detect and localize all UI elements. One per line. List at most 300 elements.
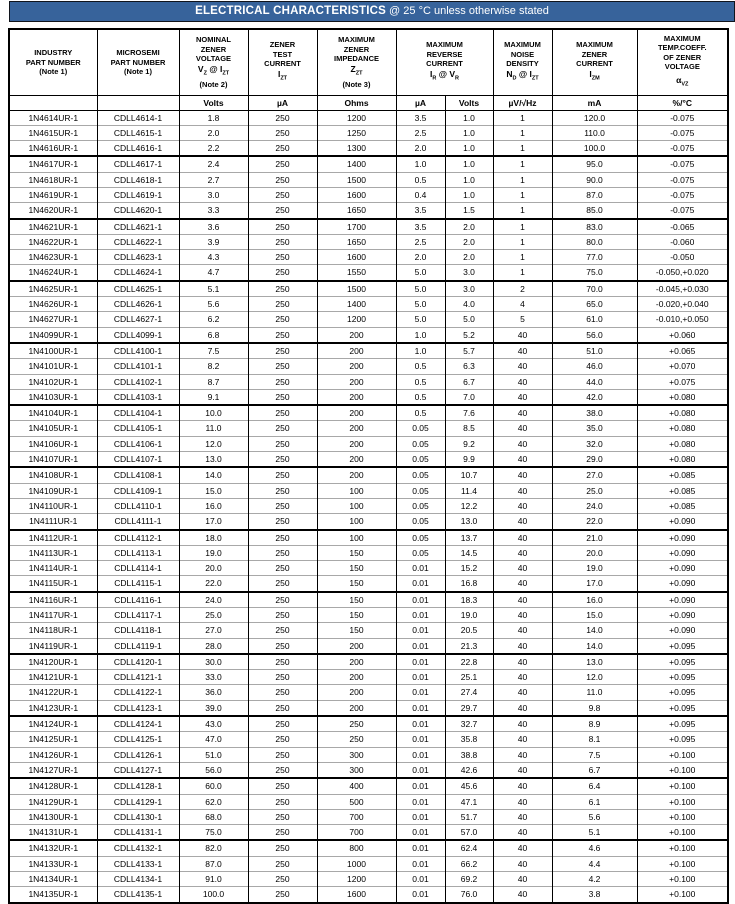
- cell: 14.5: [445, 545, 493, 560]
- cell: 200: [317, 343, 396, 359]
- cell: 7.0: [445, 389, 493, 405]
- cell: 77.0: [552, 250, 637, 265]
- table-header: [9, 29, 728, 110]
- cell: 22.0: [179, 576, 248, 592]
- table-row: [9, 343, 728, 359]
- cell: 250: [248, 809, 317, 824]
- cell: 36.0: [179, 685, 248, 700]
- cell: -0.075: [637, 110, 728, 125]
- cell: +0.090: [637, 608, 728, 623]
- cell: CDLL4112-1: [97, 530, 179, 546]
- cell: 3.5: [396, 203, 445, 219]
- cell: 1N4616UR-1: [9, 141, 97, 157]
- cell: CDLL4123-1: [97, 700, 179, 716]
- unit-cell: µA: [248, 95, 317, 110]
- cell: CDLL4619-1: [97, 187, 179, 202]
- cell: 200: [317, 685, 396, 700]
- cell: CDLL4109-1: [97, 483, 179, 498]
- cell: +0.080: [637, 452, 728, 468]
- cell: CDLL4101-1: [97, 359, 179, 374]
- cell: 0.05: [396, 436, 445, 451]
- cell: 6.1: [552, 794, 637, 809]
- cell: 1N4624UR-1: [9, 265, 97, 281]
- cell: -0.060: [637, 234, 728, 249]
- cell: +0.080: [637, 421, 728, 436]
- table-row: [9, 561, 728, 576]
- cell: 250: [248, 250, 317, 265]
- cell: 700: [317, 809, 396, 824]
- cell: 47.1: [445, 794, 493, 809]
- cell: 19.0: [179, 545, 248, 560]
- cell: 0.01: [396, 592, 445, 608]
- cell: 0.01: [396, 623, 445, 638]
- cell: -0.075: [637, 125, 728, 140]
- cell: 0.01: [396, 872, 445, 887]
- cell: -0.065: [637, 219, 728, 235]
- cell: 2.7: [179, 172, 248, 187]
- cell: +0.095: [637, 732, 728, 747]
- cell: 38.8: [445, 747, 493, 762]
- cell: CDLL4108-1: [97, 467, 179, 483]
- cell: 1N4621UR-1: [9, 219, 97, 235]
- cell: +0.095: [637, 670, 728, 685]
- cell: 40: [493, 670, 552, 685]
- cell: 40: [493, 514, 552, 530]
- cell: 250: [248, 110, 317, 125]
- cell: 8.9: [552, 716, 637, 732]
- cell: 40: [493, 436, 552, 451]
- cell: -0.010,+0.050: [637, 312, 728, 327]
- cell: 250: [248, 374, 317, 389]
- cell: 32.0: [552, 436, 637, 451]
- cell: 11.4: [445, 483, 493, 498]
- cell: 200: [317, 467, 396, 483]
- cell: 100.0: [552, 141, 637, 157]
- cell: 3.5: [396, 219, 445, 235]
- cell: 6.7: [445, 374, 493, 389]
- cell: 200: [317, 389, 396, 405]
- cell: +0.065: [637, 343, 728, 359]
- cell: 200: [317, 421, 396, 436]
- cell: -0.075: [637, 141, 728, 157]
- cell: CDLL4117-1: [97, 608, 179, 623]
- cell: 3.6: [179, 219, 248, 235]
- table-row: [9, 700, 728, 716]
- cell: 3.3: [179, 203, 248, 219]
- cell: -0.050,+0.020: [637, 265, 728, 281]
- cell: 400: [317, 778, 396, 794]
- cell: 40: [493, 608, 552, 623]
- cell: 75.0: [179, 825, 248, 841]
- cell: 21.0: [552, 530, 637, 546]
- cell: 1.0: [445, 187, 493, 202]
- cell: 40: [493, 389, 552, 405]
- unit-cell: Volts: [445, 95, 493, 110]
- table-row: [9, 623, 728, 638]
- cell: 250: [248, 856, 317, 871]
- cell: +0.100: [637, 840, 728, 856]
- table-row: [9, 685, 728, 700]
- table-row: [9, 234, 728, 249]
- unit-cell: µA: [396, 95, 445, 110]
- cell: 22.8: [445, 654, 493, 670]
- cell: 40: [493, 856, 552, 871]
- cell: 1N4121UR-1: [9, 670, 97, 685]
- cell: 1300: [317, 141, 396, 157]
- cell: CDLL4102-1: [97, 374, 179, 389]
- cell: 35.0: [552, 421, 637, 436]
- cell: 51.0: [552, 343, 637, 359]
- cell: +0.100: [637, 887, 728, 903]
- cell: 250: [248, 514, 317, 530]
- cell: +0.085: [637, 498, 728, 513]
- cell: 1N4620UR-1: [9, 203, 97, 219]
- cell: 40: [493, 716, 552, 732]
- table-body: [9, 110, 728, 903]
- cell: 250: [248, 498, 317, 513]
- cell: 250: [248, 327, 317, 343]
- cell: +0.090: [637, 576, 728, 592]
- cell: 0.01: [396, 608, 445, 623]
- cell: 1200: [317, 110, 396, 125]
- cell: 3.8: [552, 887, 637, 903]
- cell: 0.01: [396, 794, 445, 809]
- cell: 69.2: [445, 872, 493, 887]
- cell: 1650: [317, 234, 396, 249]
- cell: 150: [317, 623, 396, 638]
- cell: 25.1: [445, 670, 493, 685]
- cell: CDLL4616-1: [97, 141, 179, 157]
- cell: +0.090: [637, 514, 728, 530]
- cell: -0.075: [637, 156, 728, 172]
- cell: 46.0: [552, 359, 637, 374]
- cell: 16.0: [179, 498, 248, 513]
- cell: 62.4: [445, 840, 493, 856]
- cell: 2.0: [445, 234, 493, 249]
- cell: 1: [493, 234, 552, 249]
- section-title: ELECTRICAL CHARACTERISTICS: [195, 5, 386, 17]
- cell: 35.8: [445, 732, 493, 747]
- cell: 5.6: [179, 297, 248, 312]
- cell: 1650: [317, 203, 396, 219]
- cell: 43.0: [179, 716, 248, 732]
- cell: +0.085: [637, 483, 728, 498]
- cell: 42.0: [552, 389, 637, 405]
- cell: 28.0: [179, 638, 248, 654]
- column-header: INDUSTRY PART NUMBER (Note 1): [9, 29, 97, 95]
- cell: 1: [493, 219, 552, 235]
- cell: 1: [493, 125, 552, 140]
- cell: 4.6: [552, 840, 637, 856]
- cell: +0.095: [637, 654, 728, 670]
- table-row: [9, 732, 728, 747]
- cell: 0.5: [396, 359, 445, 374]
- cell: 11.0: [179, 421, 248, 436]
- cell: 250: [248, 887, 317, 903]
- cell: 1N4617UR-1: [9, 156, 97, 172]
- cell: 1N4132UR-1: [9, 840, 97, 856]
- cell: CDLL4116-1: [97, 592, 179, 608]
- table-row: [9, 389, 728, 405]
- cell: CDLL4118-1: [97, 623, 179, 638]
- cell: 250: [248, 794, 317, 809]
- cell: 250: [248, 172, 317, 187]
- cell: 250: [248, 530, 317, 546]
- cell: 200: [317, 700, 396, 716]
- section-title-condition: @ 25 °C unless otherwise stated: [386, 5, 549, 17]
- cell: 1: [493, 250, 552, 265]
- cell: 0.05: [396, 514, 445, 530]
- cell: -0.045,+0.030: [637, 281, 728, 297]
- cell: 57.0: [445, 825, 493, 841]
- cell: 2.0: [179, 125, 248, 140]
- cell: CDLL4133-1: [97, 856, 179, 871]
- cell: 250: [248, 778, 317, 794]
- cell: 7.6: [445, 405, 493, 421]
- cell: 250: [248, 141, 317, 157]
- cell: 40: [493, 887, 552, 903]
- cell: CDLL4127-1: [97, 762, 179, 778]
- cell: 1600: [317, 887, 396, 903]
- cell: 300: [317, 747, 396, 762]
- cell: 0.01: [396, 809, 445, 824]
- cell: CDLL4099-1: [97, 327, 179, 343]
- cell: 250: [248, 762, 317, 778]
- table-row: [9, 359, 728, 374]
- cell: 100: [317, 530, 396, 546]
- cell: 1N4614UR-1: [9, 110, 97, 125]
- cell: 1N4123UR-1: [9, 700, 97, 716]
- table-row: [9, 156, 728, 172]
- cell: +0.090: [637, 545, 728, 560]
- cell: 5.0: [396, 265, 445, 281]
- cell: 40: [493, 467, 552, 483]
- cell: 250: [248, 436, 317, 451]
- cell: 6.3: [445, 359, 493, 374]
- cell: 1.0: [445, 125, 493, 140]
- cell: 20.0: [552, 545, 637, 560]
- cell: 1400: [317, 156, 396, 172]
- cell: 1N4116UR-1: [9, 592, 97, 608]
- cell: 15.0: [552, 608, 637, 623]
- cell: 7.5: [179, 343, 248, 359]
- cell: 250: [248, 343, 317, 359]
- cell: 1N4119UR-1: [9, 638, 97, 654]
- cell: CDLL4134-1: [97, 872, 179, 887]
- cell: 1: [493, 265, 552, 281]
- cell: +0.070: [637, 359, 728, 374]
- cell: 75.0: [552, 265, 637, 281]
- column-header: MAXIMUM NOISE DENSITY $N_D$ @ $I_{ZT}$: [493, 29, 552, 95]
- cell: 10.7: [445, 467, 493, 483]
- cell: 1: [493, 172, 552, 187]
- cell: 1N4117UR-1: [9, 608, 97, 623]
- cell: +0.095: [637, 638, 728, 654]
- cell: 1.0: [445, 172, 493, 187]
- header-row: [9, 29, 728, 95]
- cell: 250: [248, 654, 317, 670]
- cell: 1.0: [445, 156, 493, 172]
- cell: 1N4099UR-1: [9, 327, 97, 343]
- cell: CDLL4624-1: [97, 265, 179, 281]
- cell: 40: [493, 700, 552, 716]
- cell: 0.01: [396, 561, 445, 576]
- cell: CDLL4121-1: [97, 670, 179, 685]
- cell: 8.5: [445, 421, 493, 436]
- table-row: [9, 405, 728, 421]
- cell: 250: [248, 561, 317, 576]
- cell: 2.4: [179, 156, 248, 172]
- cell: 33.0: [179, 670, 248, 685]
- cell: 95.0: [552, 156, 637, 172]
- cell: 27.4: [445, 685, 493, 700]
- cell: 250: [248, 732, 317, 747]
- cell: CDLL4126-1: [97, 747, 179, 762]
- cell: 9.1: [179, 389, 248, 405]
- table-row: [9, 856, 728, 871]
- cell: 150: [317, 576, 396, 592]
- cell: 2.5: [396, 234, 445, 249]
- cell: 27.0: [179, 623, 248, 638]
- cell: 1250: [317, 125, 396, 140]
- cell: 1N4129UR-1: [9, 794, 97, 809]
- electrical-characteristics-table: [8, 28, 729, 904]
- cell: +0.090: [637, 561, 728, 576]
- cell: 56.0: [552, 327, 637, 343]
- cell: 44.0: [552, 374, 637, 389]
- cell: 150: [317, 545, 396, 560]
- cell: 70.0: [552, 281, 637, 297]
- cell: 40: [493, 747, 552, 762]
- cell: 40: [493, 421, 552, 436]
- cell: 0.01: [396, 716, 445, 732]
- table-row: [9, 638, 728, 654]
- cell: 1.5: [445, 203, 493, 219]
- cell: CDLL4105-1: [97, 421, 179, 436]
- table-row: [9, 670, 728, 685]
- cell: 27.0: [552, 467, 637, 483]
- cell: 9.8: [552, 700, 637, 716]
- table-row: [9, 840, 728, 856]
- cell: 8.2: [179, 359, 248, 374]
- cell: 5.7: [445, 343, 493, 359]
- cell: +0.095: [637, 700, 728, 716]
- cell: 250: [248, 467, 317, 483]
- cell: +0.090: [637, 530, 728, 546]
- cell: 100: [317, 498, 396, 513]
- cell: 2.5: [396, 125, 445, 140]
- cell: CDLL4100-1: [97, 343, 179, 359]
- cell: 15.2: [445, 561, 493, 576]
- cell: 250: [248, 203, 317, 219]
- cell: 0.01: [396, 732, 445, 747]
- cell: 1.0: [396, 327, 445, 343]
- cell: CDLL4122-1: [97, 685, 179, 700]
- cell: 6.7: [552, 762, 637, 778]
- cell: CDLL4129-1: [97, 794, 179, 809]
- cell: 5.1: [552, 825, 637, 841]
- cell: CDLL4119-1: [97, 638, 179, 654]
- table-row: [9, 514, 728, 530]
- cell: 0.01: [396, 576, 445, 592]
- cell: 4.4: [552, 856, 637, 871]
- cell: 200: [317, 670, 396, 685]
- cell: +0.085: [637, 467, 728, 483]
- cell: 250: [248, 747, 317, 762]
- cell: 0.01: [396, 747, 445, 762]
- cell: -0.020,+0.040: [637, 297, 728, 312]
- cell: 0.01: [396, 825, 445, 841]
- cell: CDLL4135-1: [97, 887, 179, 903]
- column-header: NOMINAL ZENER VOLTAGE $V_Z$ @ $I_{ZT}$ (Note 2): [179, 29, 248, 95]
- cell: 9.9: [445, 452, 493, 468]
- cell: +0.090: [637, 623, 728, 638]
- cell: 250: [248, 187, 317, 202]
- cell: 18.0: [179, 530, 248, 546]
- unit-cell: [9, 95, 97, 110]
- cell: 1N4120UR-1: [9, 654, 97, 670]
- cell: 1N4127UR-1: [9, 762, 97, 778]
- cell: 61.0: [552, 312, 637, 327]
- cell: 700: [317, 825, 396, 841]
- cell: 100: [317, 514, 396, 530]
- table-row: [9, 110, 728, 125]
- table-row: [9, 530, 728, 546]
- cell: +0.090: [637, 592, 728, 608]
- cell: 17.0: [552, 576, 637, 592]
- cell: 1N4101UR-1: [9, 359, 97, 374]
- cell: CDLL4622-1: [97, 234, 179, 249]
- table-row: [9, 762, 728, 778]
- cell: 20.5: [445, 623, 493, 638]
- cell: 6.4: [552, 778, 637, 794]
- cell: 1N4135UR-1: [9, 887, 97, 903]
- cell: 10.0: [179, 405, 248, 421]
- cell: 0.01: [396, 840, 445, 856]
- cell: 1N4618UR-1: [9, 172, 97, 187]
- cell: 1N4114UR-1: [9, 561, 97, 576]
- cell: 0.05: [396, 421, 445, 436]
- column-header: MAXIMUM REVERSE CURRENT $I_R$ @ $V_R$: [396, 29, 493, 95]
- cell: 68.0: [179, 809, 248, 824]
- table-row: [9, 421, 728, 436]
- cell: 250: [248, 576, 317, 592]
- cell: 2.0: [396, 250, 445, 265]
- cell: 800: [317, 840, 396, 856]
- cell: +0.100: [637, 778, 728, 794]
- cell: 1500: [317, 281, 396, 297]
- cell: 1N4627UR-1: [9, 312, 97, 327]
- cell: 0.5: [396, 405, 445, 421]
- cell: 40: [493, 452, 552, 468]
- column-header: MICROSEMI PART NUMBER (Note 1): [97, 29, 179, 95]
- cell: 250: [248, 700, 317, 716]
- cell: 90.0: [552, 172, 637, 187]
- table-row: [9, 265, 728, 281]
- cell: 200: [317, 452, 396, 468]
- cell: CDLL4130-1: [97, 809, 179, 824]
- cell: 1N4130UR-1: [9, 809, 97, 824]
- cell: 1N4108UR-1: [9, 467, 97, 483]
- cell: 12.2: [445, 498, 493, 513]
- cell: CDLL4620-1: [97, 203, 179, 219]
- cell: 40: [493, 327, 552, 343]
- cell: +0.100: [637, 856, 728, 871]
- cell: -0.050: [637, 250, 728, 265]
- cell: CDLL4111-1: [97, 514, 179, 530]
- cell: 250: [248, 125, 317, 140]
- cell: 1N4102UR-1: [9, 374, 97, 389]
